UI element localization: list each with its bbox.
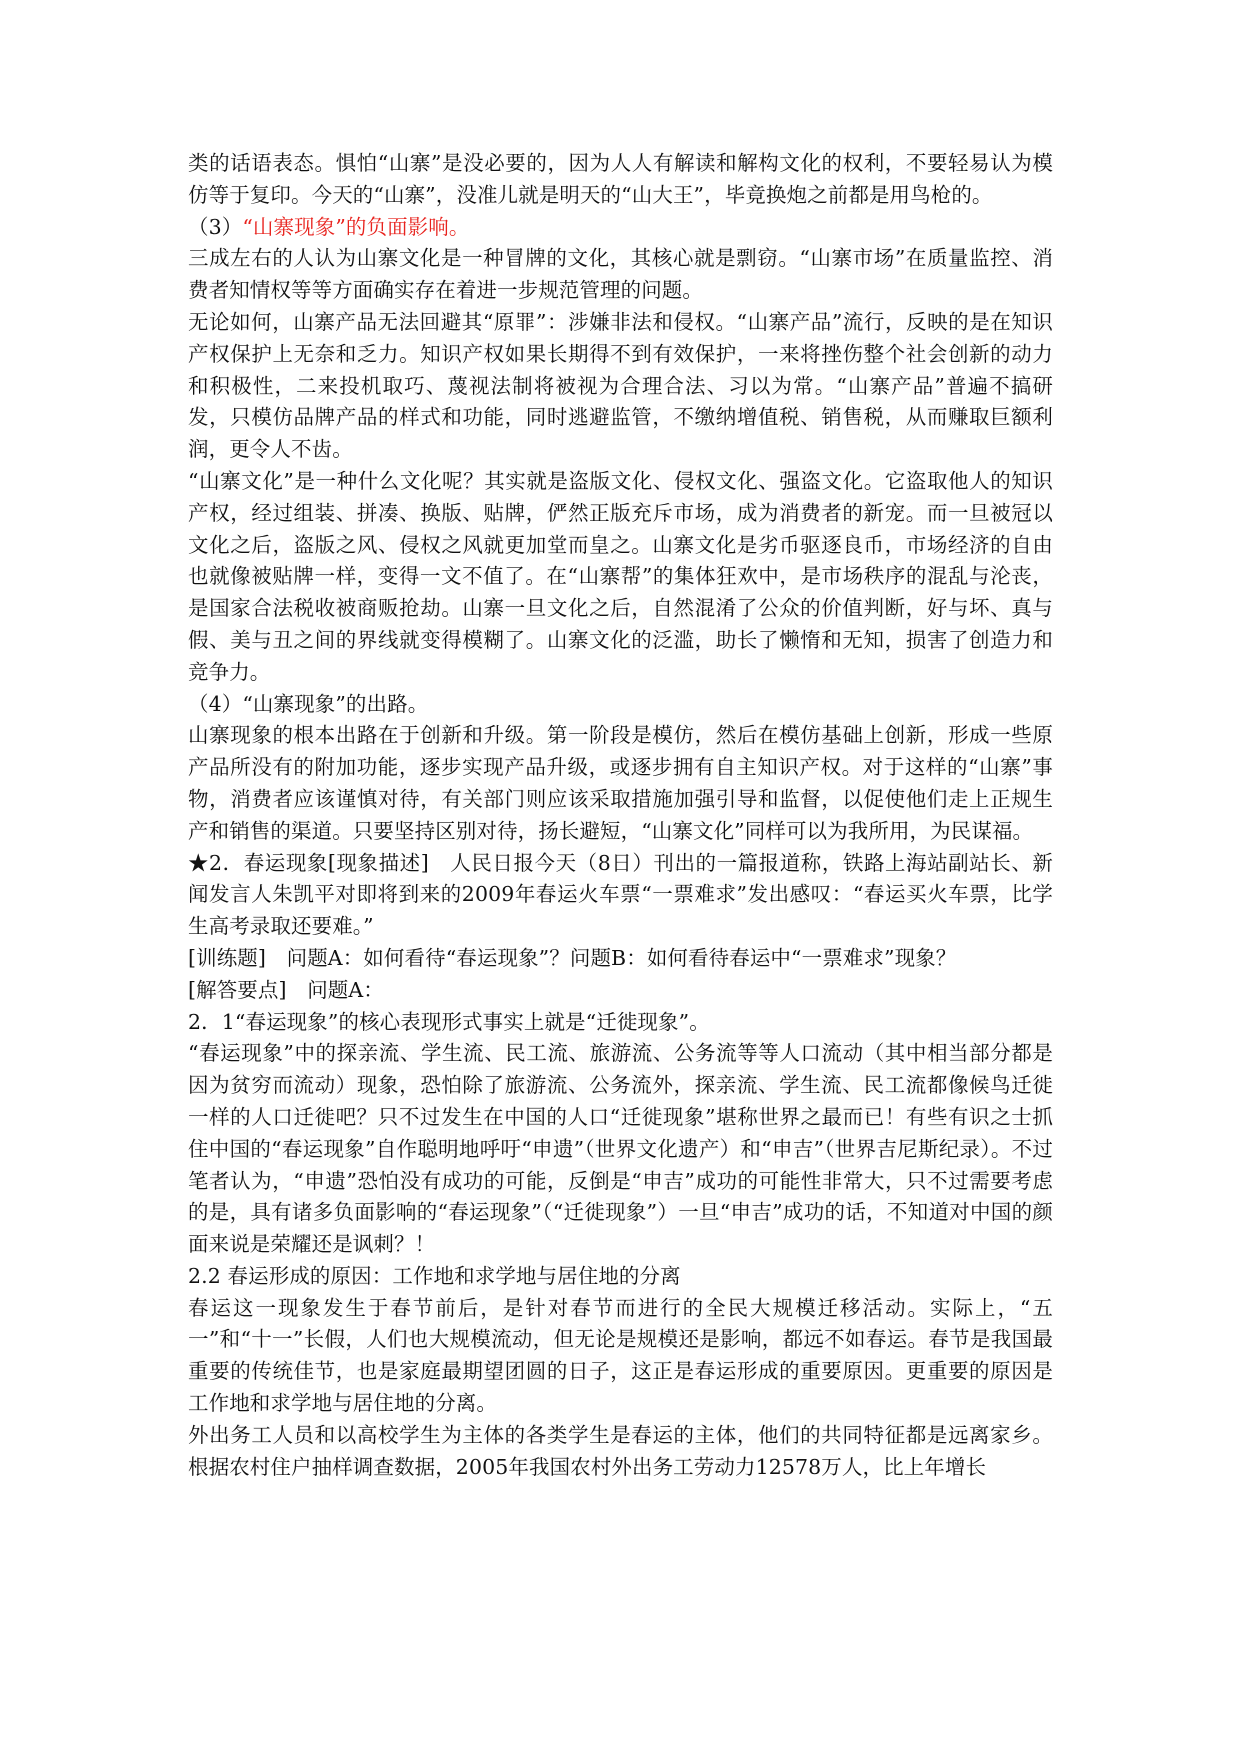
paragraph: 三成左右的人认为山寨文化是一种冒牌的文化，其核心就是剽窃。“山寨市场”在质量监控、消费者知情权等等方面确实存在着进一步规范管理的问题。: [188, 246, 1053, 303]
paragraph: 外出务工人员和以高校学生为主体的各类学生是春运的主体，他们的共同特征都是远离家乡。根据农村住户抽样调查数据，2005年我国农村外出务工劳动力12578万人，比上年增长: [188, 1422, 1053, 1479]
paragraph: 无论如何，山寨产品无法回避其“原罪”：涉嫌非法和侵权。“山寨产品”流行，反映的是在知识产权保护上无奈和乏力。知识产权如果长期得不到有效保护，一来将挫伤整个社会创新的动力和积极性，二来投机取巧、蔑视法制将被视为合理合法、习以为常。“山寨产品”普遍不搞研发，只模仿品牌产品的样式和功能，同时逃避监管，不缴纳增值税、销售税，从而赚取巨额利润，更令人不齿。: [188, 309, 1053, 462]
subheading-2-1: 2．1“春运现象”的核心表现形式事实上就是“迁徙现象”。: [188, 1009, 710, 1034]
paragraph-intro: 类的话语表态。惧怕“山寨”是没必要的，因为人人有解读和解构文化的权利，不要轻易认为模仿等于复印。今天的“山寨”，没准儿就是明天的“山大王”，毕竟换炮之前都是用鸟枪的。: [188, 151, 1053, 207]
document-body: [188, 148, 1053, 1483]
section-number-3: （3）: [188, 214, 243, 239]
paragraph: “山寨文化”是一种什么文化呢？其实就是盗版文化、侵权文化、强盗文化。它盗取他人的知识产权，经过组装、拼凑、换版、贴牌，俨然正版充斥市场，成为消费者的新宠。而一旦被冠以文化之后，盗版之风、侵权之风就更加堂而皇之。山寨文化是劣币驱逐良币，市场经济的自由也就像被贴牌一样，变得一文不值了。在“山寨帮”的集体狂欢中，是市场秩序的混乱与沦丧，是国家合法税收被商贩抢劫。山寨一旦文化之后，自然混淆了公众的价值判断，好与坏、真与假、美与丑之间的界线就变得模糊了。山寨文化的泛滥，助长了懒惰和无知，损害了创造力和竞争力。: [188, 468, 1053, 684]
paragraph: 山寨现象的根本出路在于创新和升级。第一阶段是模仿，然后在模仿基础上创新，形成一些原产品所没有的附加功能，逐步实现产品升级，或逐步拥有自主知识产权。对于这样的“山寨”事物，消费者应该谨慎对待，有关部门则应该采取措施加强引导和监督，以促使他们走上正规生产和销售的渠道。只要坚持区别对待，扬长避短，“山寨文化”同样可以为我所用，为民谋福。: [188, 723, 1053, 843]
paragraph: 春运这一现象发生于春节前后，是针对春节而进行的全民大规模迁移活动。实际上，“五一”和“十一”长假，人们也大规模流动，但无论是规模还是影响，都远不如春运。春节是我国最重要的传统佳节，也是家庭最期望团圆的日子，这正是春运形成的重要原因。更重要的原因是工作地和求学地与居住地的分离。: [188, 1295, 1053, 1416]
training-question: [训练题] 问题A：如何看待“春运现象”？问题B：如何看待春运中“一票难求”现象？: [188, 945, 957, 970]
section-heading-3-text: “山寨现象”的负面影响。: [242, 214, 470, 239]
section-heading-2: ★2．春运现象[现象描述] 人民日报今天（8日）刊出的一篇报道称，铁路上海站副站长、新闻发言人朱凯平对即将到来的2009年春运火车票“一票难求”发出感叹：“春运买火车票，比学生高考录取还要难。”: [188, 850, 1053, 939]
section-heading-4: （4）“山寨现象”的出路。: [188, 691, 429, 716]
subheading-2-2: 2.2 春运形成的原因：工作地和求学地与居住地的分离: [188, 1263, 681, 1288]
paragraph: “春运现象”中的探亲流、学生流、民工流、旅游流、公务流等等人口流动（其中相当部分都是因为贫穷而流动）现象，恐怕除了旅游流、公务流外，探亲流、学生流、民工流都像候鸟迁徙一样的人口迁徙吧？只不过发生在中国的人口“迁徙现象”堪称世界之最而已！有些有识之士抓住中国的“春运现象”自作聪明地呼吁“申遗”（世界文化遗产）和“申吉”（世界吉尼斯纪录）。不过笔者认为，“申遗”恐怕没有成功的可能，反倒是“申吉”成功的可能性非常大，只不过需要考虑的是，具有诸多负面影响的“春运现象”（“迁徙现象”）一旦“申吉”成功的话，不知道对中国的颜面来说是荣耀还是讽刺？！: [188, 1041, 1053, 1257]
section-heading-3: [188, 212, 1053, 244]
answer-key-heading: [解答要点] 问题A：: [188, 977, 384, 1002]
